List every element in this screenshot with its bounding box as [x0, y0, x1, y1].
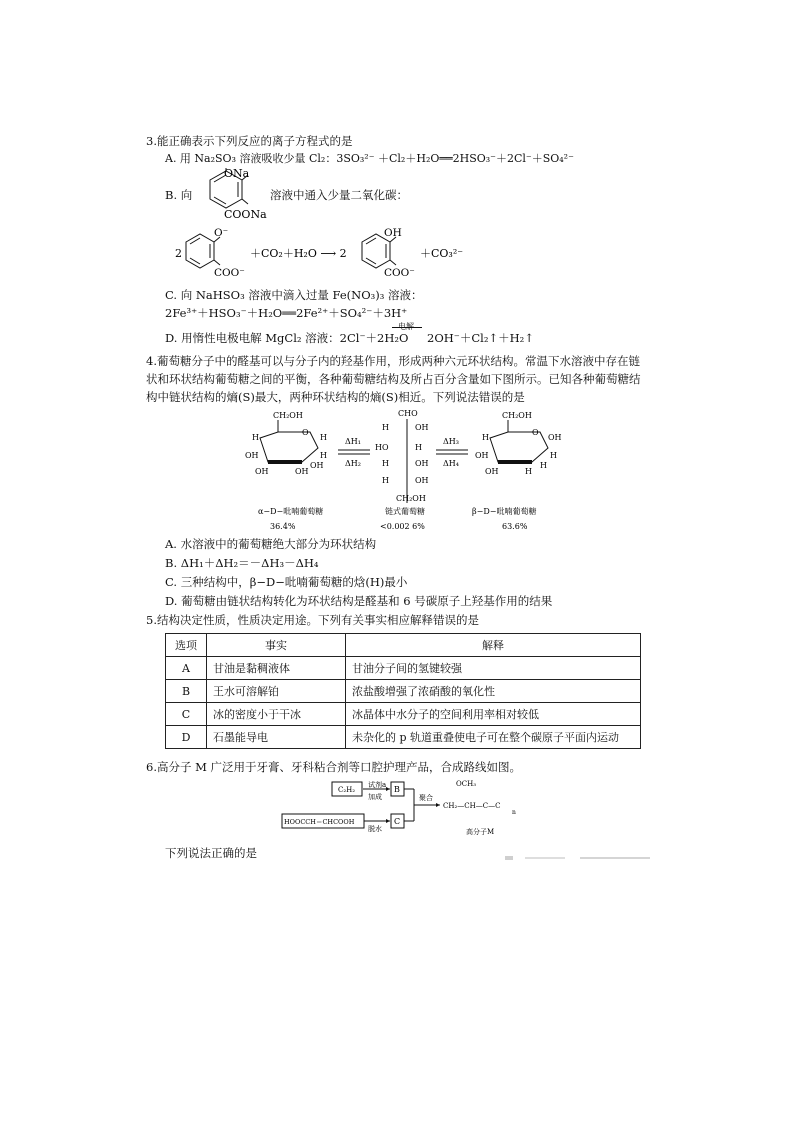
route-poly-label: 聚合	[419, 794, 433, 802]
q4-option-c: C. 三种结构中，β−D−吡喃葡萄糖的焓(H)最小	[165, 575, 408, 589]
beta-h-label-3: H	[525, 467, 532, 476]
substituent-coona-label: COONa	[224, 208, 267, 221]
route-m-label: 高分子M	[466, 828, 495, 836]
delta-h1-label: ΔH₁	[345, 437, 361, 446]
chain-h-label-4: H	[382, 476, 389, 485]
route-n-label: n	[512, 809, 516, 816]
alpha-oh-label-2: OH	[255, 467, 269, 476]
route-step2-label: 脱水	[368, 825, 382, 833]
alpha-oh-label-1: OH	[245, 451, 259, 460]
q4-option-d: D. 葡萄糖由链状结构转化为环状结构是醛基和 6 号碳原子上羟基作用的结果	[165, 594, 553, 608]
q5-facts-table	[165, 633, 641, 749]
electrolysis-condition: 电解	[398, 322, 414, 331]
table-header-row	[166, 634, 641, 657]
beta-ch2oh-label: CH₂OH	[502, 411, 532, 420]
row-option: D	[166, 726, 207, 749]
beta-h-label-1: H	[482, 433, 489, 442]
q4-option-a: A. 水溶液中的葡萄糖绝大部分为环状结构	[165, 537, 377, 551]
table-row	[166, 703, 641, 726]
beta-h-label-4: H	[540, 461, 547, 470]
alpha-h-label-3: H	[320, 451, 327, 460]
q4-stem: 4.葡萄糖分子中的醛基可以与分子内的羟基作用，形成两种六元环状结构。常温下水溶液中存在链状和环状结构葡萄糖之间的平衡，各种葡萄糖结构及所占百分含量如下图所示。已知各种葡萄糖结构中链状结构的熵(S)最大，两种环状结构的熵(S)相近。下列说法错误的是	[146, 354, 641, 404]
q3-option-b-prefix: B. 向	[165, 188, 193, 202]
route-b-label: B	[394, 785, 400, 794]
header-fact: 事实	[207, 634, 346, 657]
q3-option-c-line1: C. 向 NaHSO₃ 溶液中滴入过量 Fe(NO₃)₃ 溶液：	[165, 288, 423, 302]
header-option: 选项	[166, 634, 207, 657]
carboxylate-label-2: COO⁻	[384, 267, 415, 279]
chain-oh-label-1: OH	[415, 423, 429, 432]
route-reagent-label: 试剂a	[368, 781, 387, 789]
beta-oh-label-3: OH	[485, 467, 499, 476]
synthesis-route-diagram	[280, 778, 530, 840]
electrolysis-arrow-line	[392, 327, 422, 328]
row-fact: 冰的密度小于干冰	[207, 703, 346, 726]
carbonate-label: ＋CO₃²⁻	[420, 247, 464, 260]
row-fact: 甘油是黏稠液体	[207, 657, 346, 680]
alpha-h-label-1: H	[252, 433, 259, 442]
coefficient-label: 2	[175, 247, 182, 260]
table-row	[166, 680, 641, 703]
q5-stem: 5.结构决定性质，性质决定用途。下列有关事实相应解释错误的是	[146, 613, 479, 627]
substituent-ona-label: ONa	[224, 167, 250, 180]
row-option: B	[166, 680, 207, 703]
alpha-percent-label: 36.4%	[270, 522, 296, 531]
q3-stem: 3.能正确表示下列反应的离子方程式的是	[146, 134, 353, 148]
chain-name-label: 链式葡萄糖	[385, 507, 425, 516]
sodium-salicylate-structure	[188, 166, 268, 224]
q4-option-b: B. ΔH₁＋ΔH₂＝－ΔH₃－ΔH₄	[165, 556, 319, 570]
route-och3-label: OCH₃	[456, 780, 477, 788]
alpha-oh-label-3: OH	[295, 467, 309, 476]
beta-percent-label: 63.6%	[502, 522, 528, 531]
chain-h-label-1: H	[382, 423, 389, 432]
alpha-ring-o-label: O	[302, 428, 309, 437]
q3-option-b-suffix: 溶液中通入少量二氧化碳：	[270, 188, 408, 202]
row-option: A	[166, 657, 207, 680]
chain-ch2oh-label: CH₂OH	[396, 494, 426, 503]
row-fact: 石墨能导电	[207, 726, 346, 749]
route-c-label: C	[394, 817, 401, 826]
row-fact: 王水可溶解铂	[207, 680, 346, 703]
q3-option-b-equation	[170, 226, 470, 282]
row-explanation: 甘油分子间的氢键较强	[346, 657, 641, 680]
route-acid-label: HOOCCH＝CHCOOH	[284, 818, 355, 826]
q6-tail: 下列说法正确的是	[165, 846, 257, 860]
scan-smudge	[505, 855, 655, 861]
chain-h-label-2: H	[415, 443, 422, 452]
beta-ring-o-label: O	[532, 428, 539, 437]
beta-h-label-2: H	[550, 451, 557, 460]
row-option: C	[166, 703, 207, 726]
beta-oh-label-2: OH	[475, 451, 489, 460]
row-explanation: 浓盐酸增强了浓硝酸的氧化性	[346, 680, 641, 703]
delta-h3-label: ΔH₃	[443, 437, 459, 446]
route-step1-label: 加成	[368, 793, 382, 801]
carboxylate-label: COO⁻	[214, 267, 245, 279]
alpha-name-label: α−D−吡喃葡萄糖	[258, 507, 324, 516]
reaction-middle-label: ＋CO₂＋H₂O ⟶ 2	[250, 247, 347, 260]
q3-option-d-prefix: D. 用惰性电极电解 MgCl₂ 溶液：2Cl⁻＋2H₂O	[165, 331, 409, 345]
alpha-ch2oh-label: CH₂OH	[273, 411, 303, 420]
chain-oh-label-2: OH	[415, 459, 429, 468]
chain-cho-label: CHO	[398, 409, 418, 418]
header-explanation: 解释	[346, 634, 641, 657]
delta-h2-label: ΔH₂	[345, 459, 361, 468]
route-start-label: C₂H₂	[338, 786, 356, 794]
table-row	[166, 726, 641, 749]
route-chain-label: CH₂—CH—C—C	[443, 802, 501, 810]
q6-stem: 6.高分子 M 广泛用于牙膏、牙科粘合剂等口腔护理产品，合成路线如图。	[146, 760, 522, 774]
q3-option-d-suffix: 2OH⁻＋Cl₂↑＋H₂↑	[427, 331, 534, 345]
q3-option-c-line2: 2Fe³⁺＋HSO₃⁻＋H₂O══2Fe²⁺＋SO₄²⁻＋3H⁺	[165, 306, 408, 320]
alpha-h-label-2: H	[320, 433, 327, 442]
alpha-oh-label-4: OH	[310, 461, 324, 470]
row-explanation: 未杂化的 p 轨道重叠使电子可在整个碳原子平面内运动	[346, 726, 641, 749]
beta-oh-label-1: OH	[548, 433, 562, 442]
chain-percent-label: <0.002 6%	[380, 522, 425, 531]
hydroxyl-label: OH	[384, 227, 402, 239]
chain-oh-label-3: OH	[415, 476, 429, 485]
chain-h-label-3: H	[382, 459, 389, 468]
table-row	[166, 657, 641, 680]
glucose-equilibrium-figure	[240, 408, 570, 533]
chain-ho-label: HO	[375, 443, 389, 452]
delta-h4-label: ΔH₄	[443, 459, 459, 468]
row-explanation: 冰晶体中水分子的空间利用率相对较低	[346, 703, 641, 726]
phenoxide-label: O⁻	[214, 227, 229, 239]
beta-name-label: β−D−吡喃葡萄糖	[472, 507, 537, 516]
q3-option-a: A. 用 Na₂SO₃ 溶液吸收少量 Cl₂：3SO₃²⁻ ＋Cl₂＋H₂O══2HSO₃⁻＋2Cl⁻＋SO₄²⁻	[165, 152, 574, 165]
